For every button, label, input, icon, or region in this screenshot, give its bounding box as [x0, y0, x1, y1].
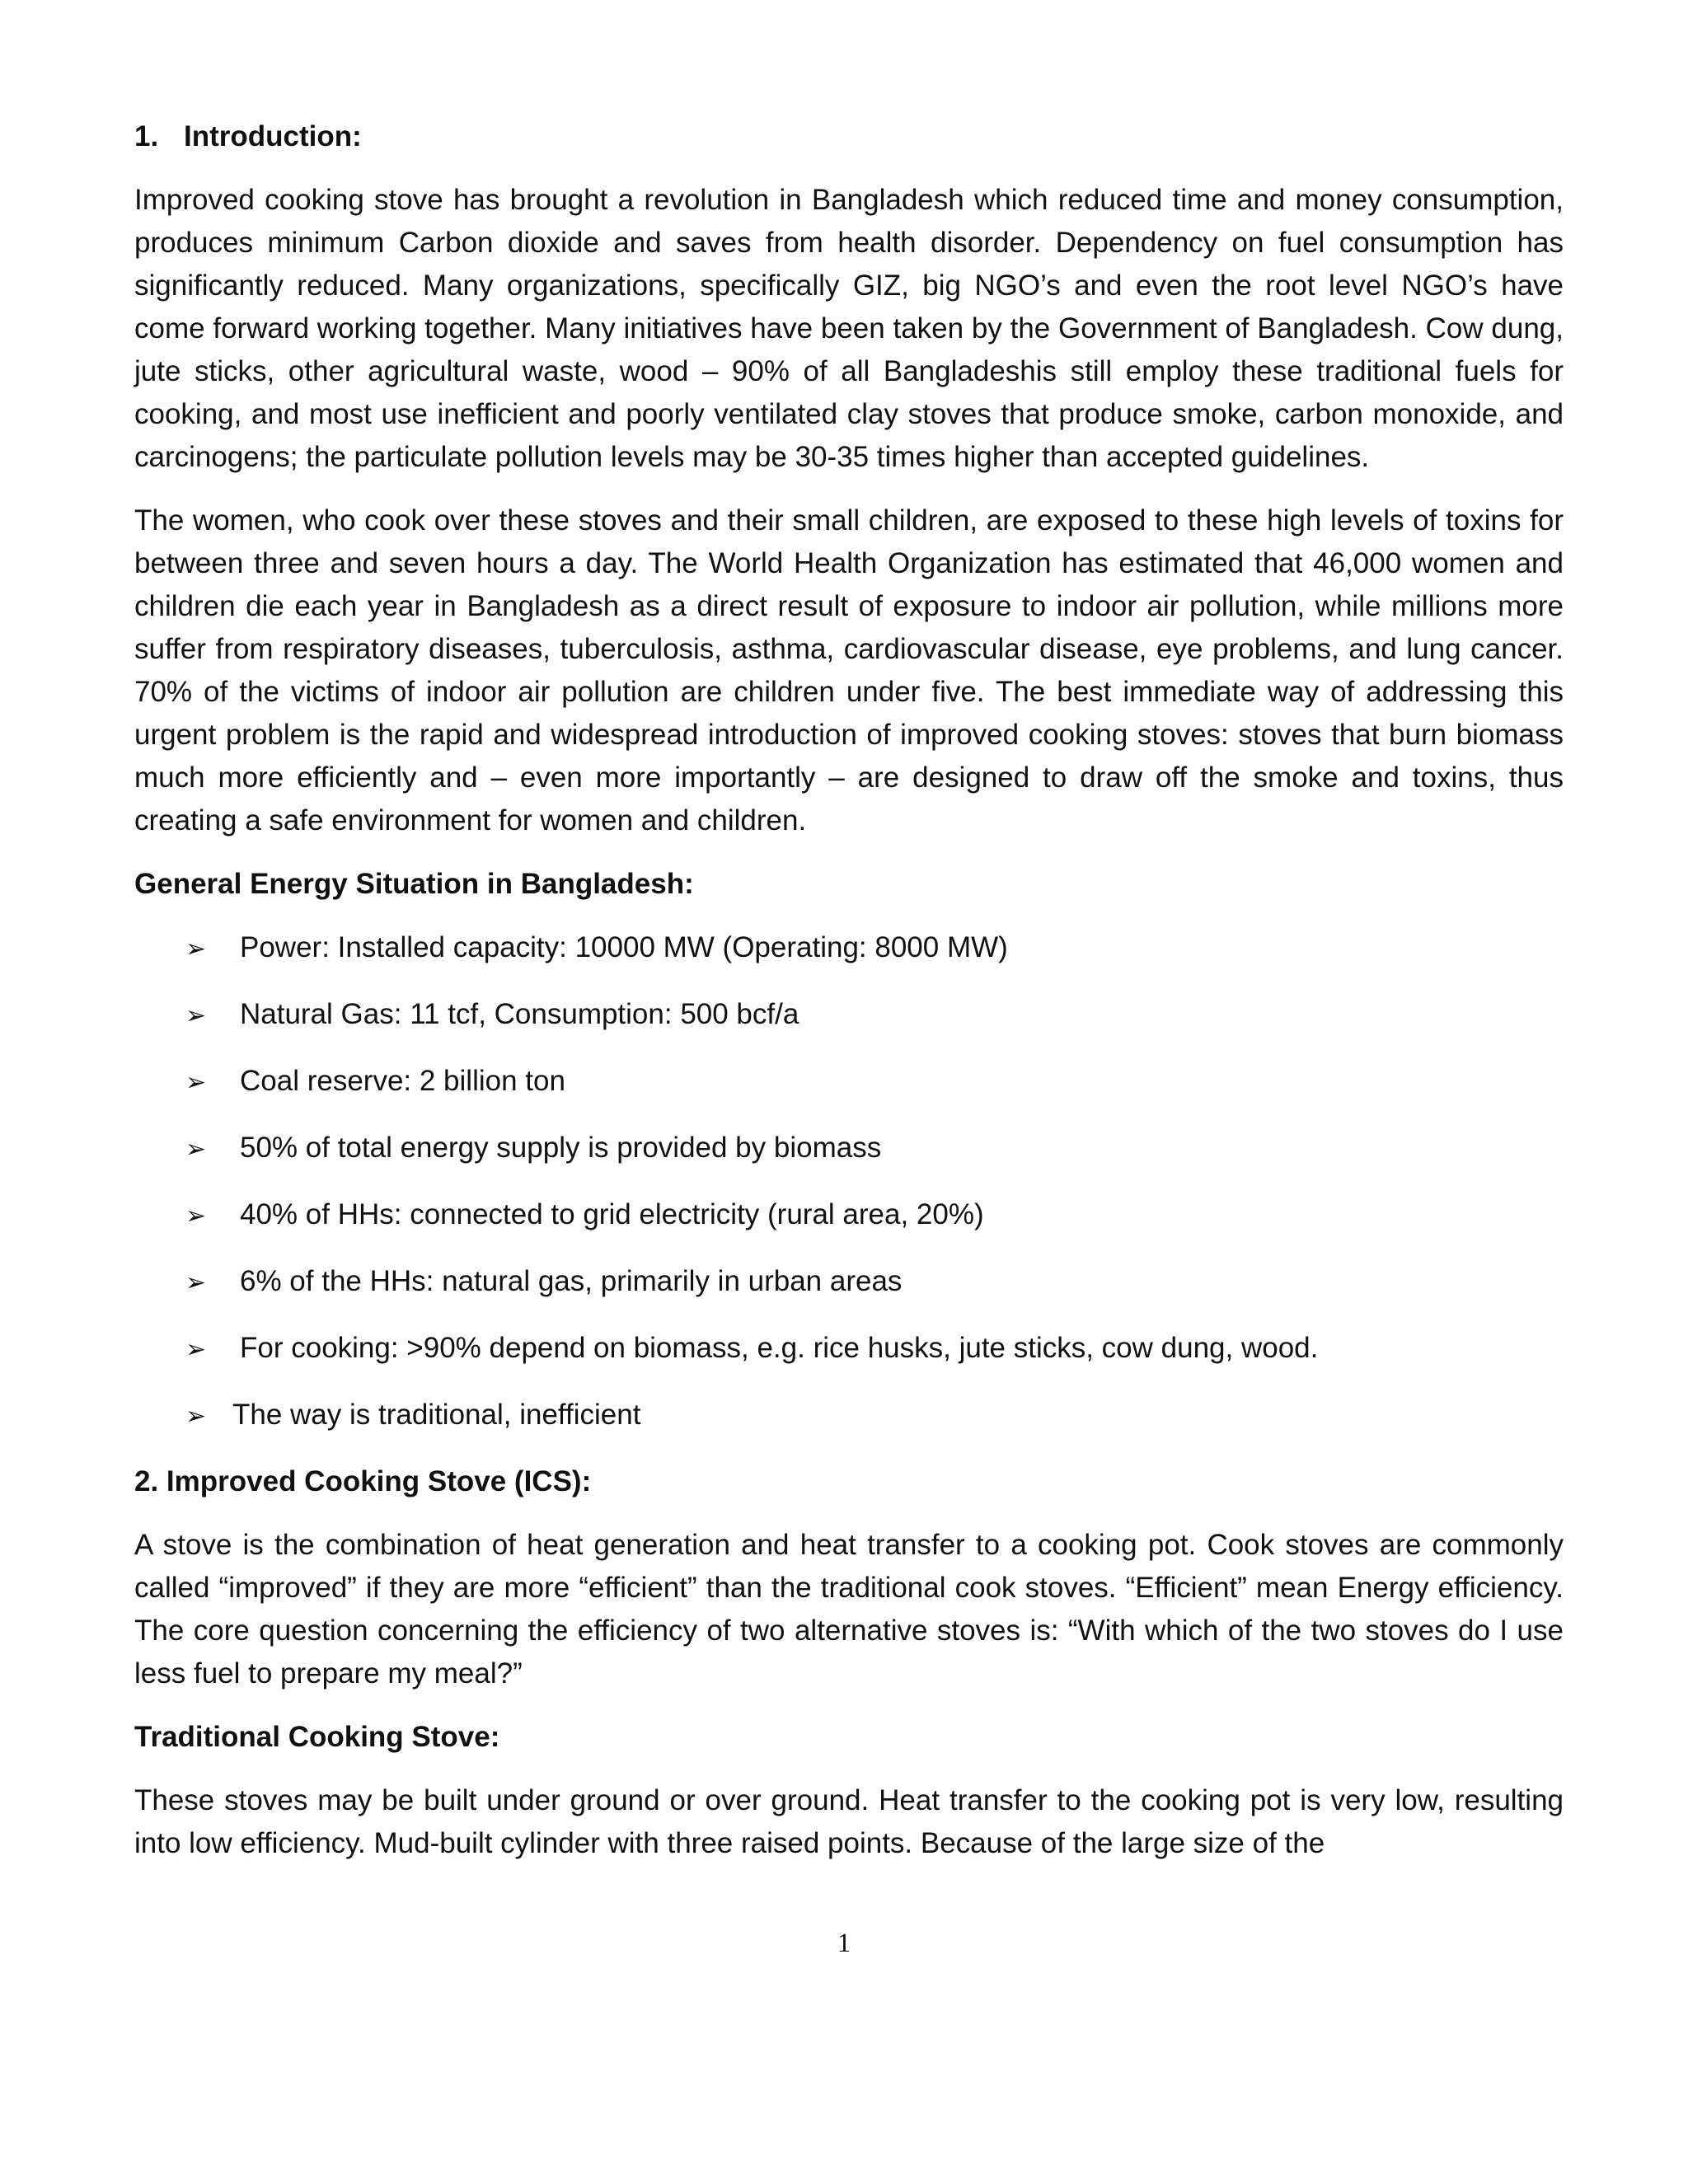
energy-situation-heading: General Energy Situation in Bangladesh: [134, 868, 694, 900]
list-item-text: Power: Installed capacity: 10000 MW (Operating: 8000 MW) [240, 931, 1008, 963]
list-item [134, 1127, 1564, 1171]
arrow-bullet-icon: ➢ [185, 1202, 207, 1230]
list-item [134, 993, 1564, 1038]
arrow-bullet-icon: ➢ [185, 1069, 207, 1096]
introduction-heading-number: 1. [134, 120, 159, 152]
list-item-text: 50% of total energy supply is provided by biomass [240, 1132, 882, 1164]
arrow-bullet-icon: ➢ [185, 1269, 207, 1296]
page-number: 1 [837, 1929, 851, 1958]
list-item [134, 1060, 1564, 1104]
list-item [134, 1193, 1564, 1238]
list-item [134, 1260, 1564, 1305]
list-item [134, 926, 1564, 971]
energy-situation-list [134, 926, 1564, 1438]
introduction-heading [134, 115, 1564, 158]
list-item-text: Natural Gas: 11 tcf, Consumption: 500 bcf/a [240, 998, 799, 1030]
list-item [134, 1394, 1564, 1438]
list-item-text: 40% of HHs: connected to grid electricity (rural area, 20%) [240, 1198, 984, 1230]
introduction-paragraph-1: Improved cooking stove has brought a revolution in Bangladesh which reduced time and money consumption, produces minimum Carbon dioxide and saves from health disorder. Dependency on fuel consumption has significantly reduced. Many organizations, specifically GIZ, big NGO’s and even the root level NGO’s have come forward working together. Many initiatives have been taken by the Government of Bangladesh. Cow dung, jute sticks, other agricultural waste, wood – 90% of all Bangladeshis still employ these traditional fuels for cooking, and most use inefficient and poorly ventilated clay stoves that produce smoke, carbon monoxide, and carcinogens; the particulate pollution levels may be 30-35 times higher than accepted guidelines. [134, 184, 1564, 473]
arrow-bullet-icon: ➢ [185, 1336, 207, 1363]
ics-paragraph: A stove is the combination of heat generation and heat transfer to a cooking pot. Cook stoves are commonly called “improved” if they are more “efficient” than the traditional cook stoves. “Efficient” mean Energy efficiency. The core question concerning the efficiency of two alternative stoves is: “With which of the two stoves do I use less fuel to prepare my meal?” [134, 1529, 1564, 1690]
document-page [134, 115, 1564, 1886]
arrow-bullet-icon: ➢ [185, 1002, 207, 1029]
list-item-text: The way is traditional, inefficient [232, 1399, 641, 1431]
traditional-stove-heading: Traditional Cooking Stove: [134, 1721, 500, 1753]
list-item [134, 1327, 1564, 1371]
list-item-text: 6% of the HHs: natural gas, primarily in urban areas [240, 1265, 903, 1297]
introduction-paragraph-2: The women, who cook over these stoves and their small children, are exposed to these high levels of toxins for between three and seven hours a day. The World Health Organization has estimated that 46,000 women and children die each year in Bangladesh as a direct result of exposure to indoor air pollution, while millions more suffer from respiratory diseases, tuberculosis, asthma, cardiovascular disease, eye problems, and lung cancer. 70% of the victims of indoor air pollution are children under five. The best immediate way of addressing this urgent problem is the rapid and widespread introduction of improved cooking stoves: stoves that burn biomass much more efficiently and – even more importantly – are designed to draw off the smoke and toxins, thus creating a safe environment for women and children. [134, 504, 1564, 837]
list-item-text: Coal reserve: 2 billion ton [240, 1065, 565, 1097]
introduction-heading-title: Introduction: [184, 120, 362, 152]
arrow-bullet-icon: ➢ [185, 1403, 207, 1430]
arrow-bullet-icon: ➢ [185, 1136, 207, 1163]
list-item-text: For cooking: >90% depend on biomass, e.g. rice husks, jute sticks, cow dung, wood. [240, 1332, 1319, 1364]
ics-heading: 2. Improved Cooking Stove (ICS): [134, 1465, 592, 1497]
arrow-bullet-icon: ➢ [185, 935, 207, 963]
traditional-stove-paragraph: These stoves may be built under ground or over ground. Heat transfer to the cooking pot is very low, resulting into low efficiency. Mud-built cylinder with three raised points. Because of the large size of the [134, 1784, 1564, 1859]
